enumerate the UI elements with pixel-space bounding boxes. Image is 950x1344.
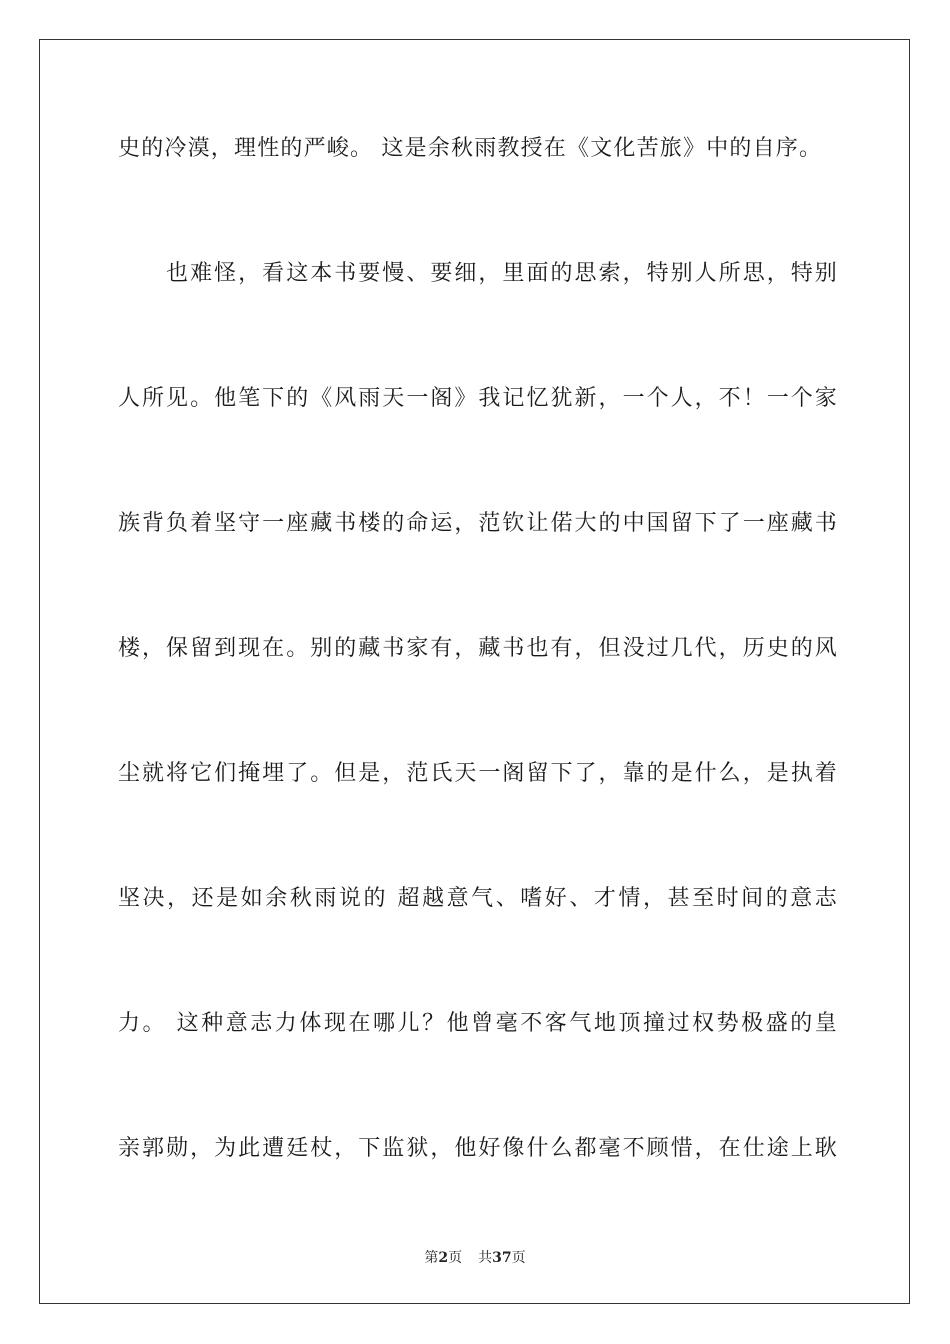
paragraph-line-2: 也难怪，看这本书要慢、要细，里面的思索，特别人所思，特别 xyxy=(118,261,838,286)
paragraph-line-6: 尘就将它们掩埋了。但是，范氏天一阁留下了，靠的是什么，是执着 xyxy=(118,761,838,786)
paragraph-line-3: 人所见。他笔下的《风雨天一阁》我记忆犹新，一个人，不！一个家 xyxy=(118,386,838,411)
paragraph-line-9: 亲郭勋，为此遭廷杖，下监狱，他好像什么都毫不顾惜，在仕途上耿 xyxy=(118,1136,838,1161)
footer-page-number: 2 xyxy=(438,1250,449,1266)
footer-total-suffix: 页 xyxy=(511,1250,526,1266)
paragraph-line-1: 史的冷漠，理性的严峻。 这是余秋雨教授在《文化苦旅》中的自序。 xyxy=(118,136,823,161)
footer-page-suffix: 页 xyxy=(448,1250,463,1266)
paragraph-line-4: 族背负着坚守一座藏书楼的命运，范钦让偌大的中国留下了一座藏书 xyxy=(118,511,838,536)
page-footer xyxy=(0,1248,950,1268)
paragraph-line-5: 楼，保留到现在。别的藏书家有，藏书也有，但没过几代，历史的风 xyxy=(118,636,838,661)
footer-page-prefix: 第 xyxy=(424,1250,439,1266)
footer-total-pages: 37 xyxy=(492,1250,512,1266)
paragraph-line-8: 力。 这种意志力体现在哪儿？他曾毫不客气地顶撞过权势极盛的皇 xyxy=(118,1011,838,1036)
paragraph-line-7: 坚决，还是如余秋雨说的 超越意气、嗜好、才情，甚至时间的意志 xyxy=(118,886,838,911)
page-border xyxy=(39,39,910,1304)
footer-total-prefix: 共 xyxy=(478,1250,493,1266)
